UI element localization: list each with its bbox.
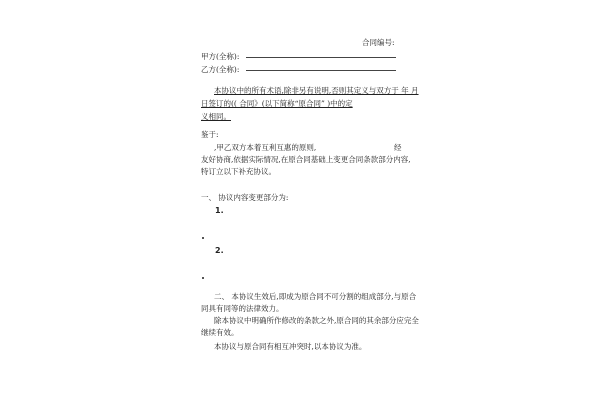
section-2-line-2: 同具有同等的法律效力。 bbox=[201, 304, 284, 313]
section-1-item-2: 2. bbox=[215, 246, 224, 255]
definition-line-3: 义相同。 bbox=[201, 112, 231, 121]
whereas-line-1-end: 经 bbox=[394, 143, 402, 152]
section-1-item-1: 1. bbox=[215, 206, 224, 215]
section-2-line-1: 二、 本协议生效后,即成为原合同不可分割的组成部分,与原合 bbox=[214, 292, 417, 301]
definition-line-1: 本协议中的所有术语,除非另有说明,否则其定义与双方于 年 月 bbox=[214, 86, 419, 95]
party-a-label: 甲方(全称): bbox=[201, 52, 240, 61]
section-2-line-3: 除本协议中明确所作修改的条款之外,原合同的其余部分应完全 bbox=[214, 316, 419, 325]
party-b-blank bbox=[246, 70, 396, 71]
section-2-line-4: 继续有效。 bbox=[201, 328, 239, 337]
bullet-dot bbox=[202, 277, 204, 279]
party-b-label: 乙方(全称): bbox=[201, 65, 240, 74]
section-2-line-5: 本协议与原合同有相互冲突时,以本协议为准。 bbox=[214, 342, 367, 351]
whereas-label: 鉴于: bbox=[201, 130, 219, 139]
bullet-dot bbox=[202, 237, 204, 239]
whereas-line-3: 特订立以下补充协议。 bbox=[201, 167, 276, 176]
party-a-blank bbox=[246, 57, 396, 58]
contract-number-label: 合同编号: bbox=[362, 38, 395, 47]
whereas-line-2: 友好协商,依据实际情况,在原合同基础上变更合同条款部分内容, bbox=[201, 155, 411, 164]
whereas-line-1: ,甲乙双方本着互利互惠的原则, bbox=[214, 143, 317, 152]
definition-line-2: 日签订的(( 合同》(以下简称“原合同” )中的定 bbox=[201, 99, 353, 108]
section-1-title: 一、 协议内容变更部分为: bbox=[201, 193, 289, 202]
